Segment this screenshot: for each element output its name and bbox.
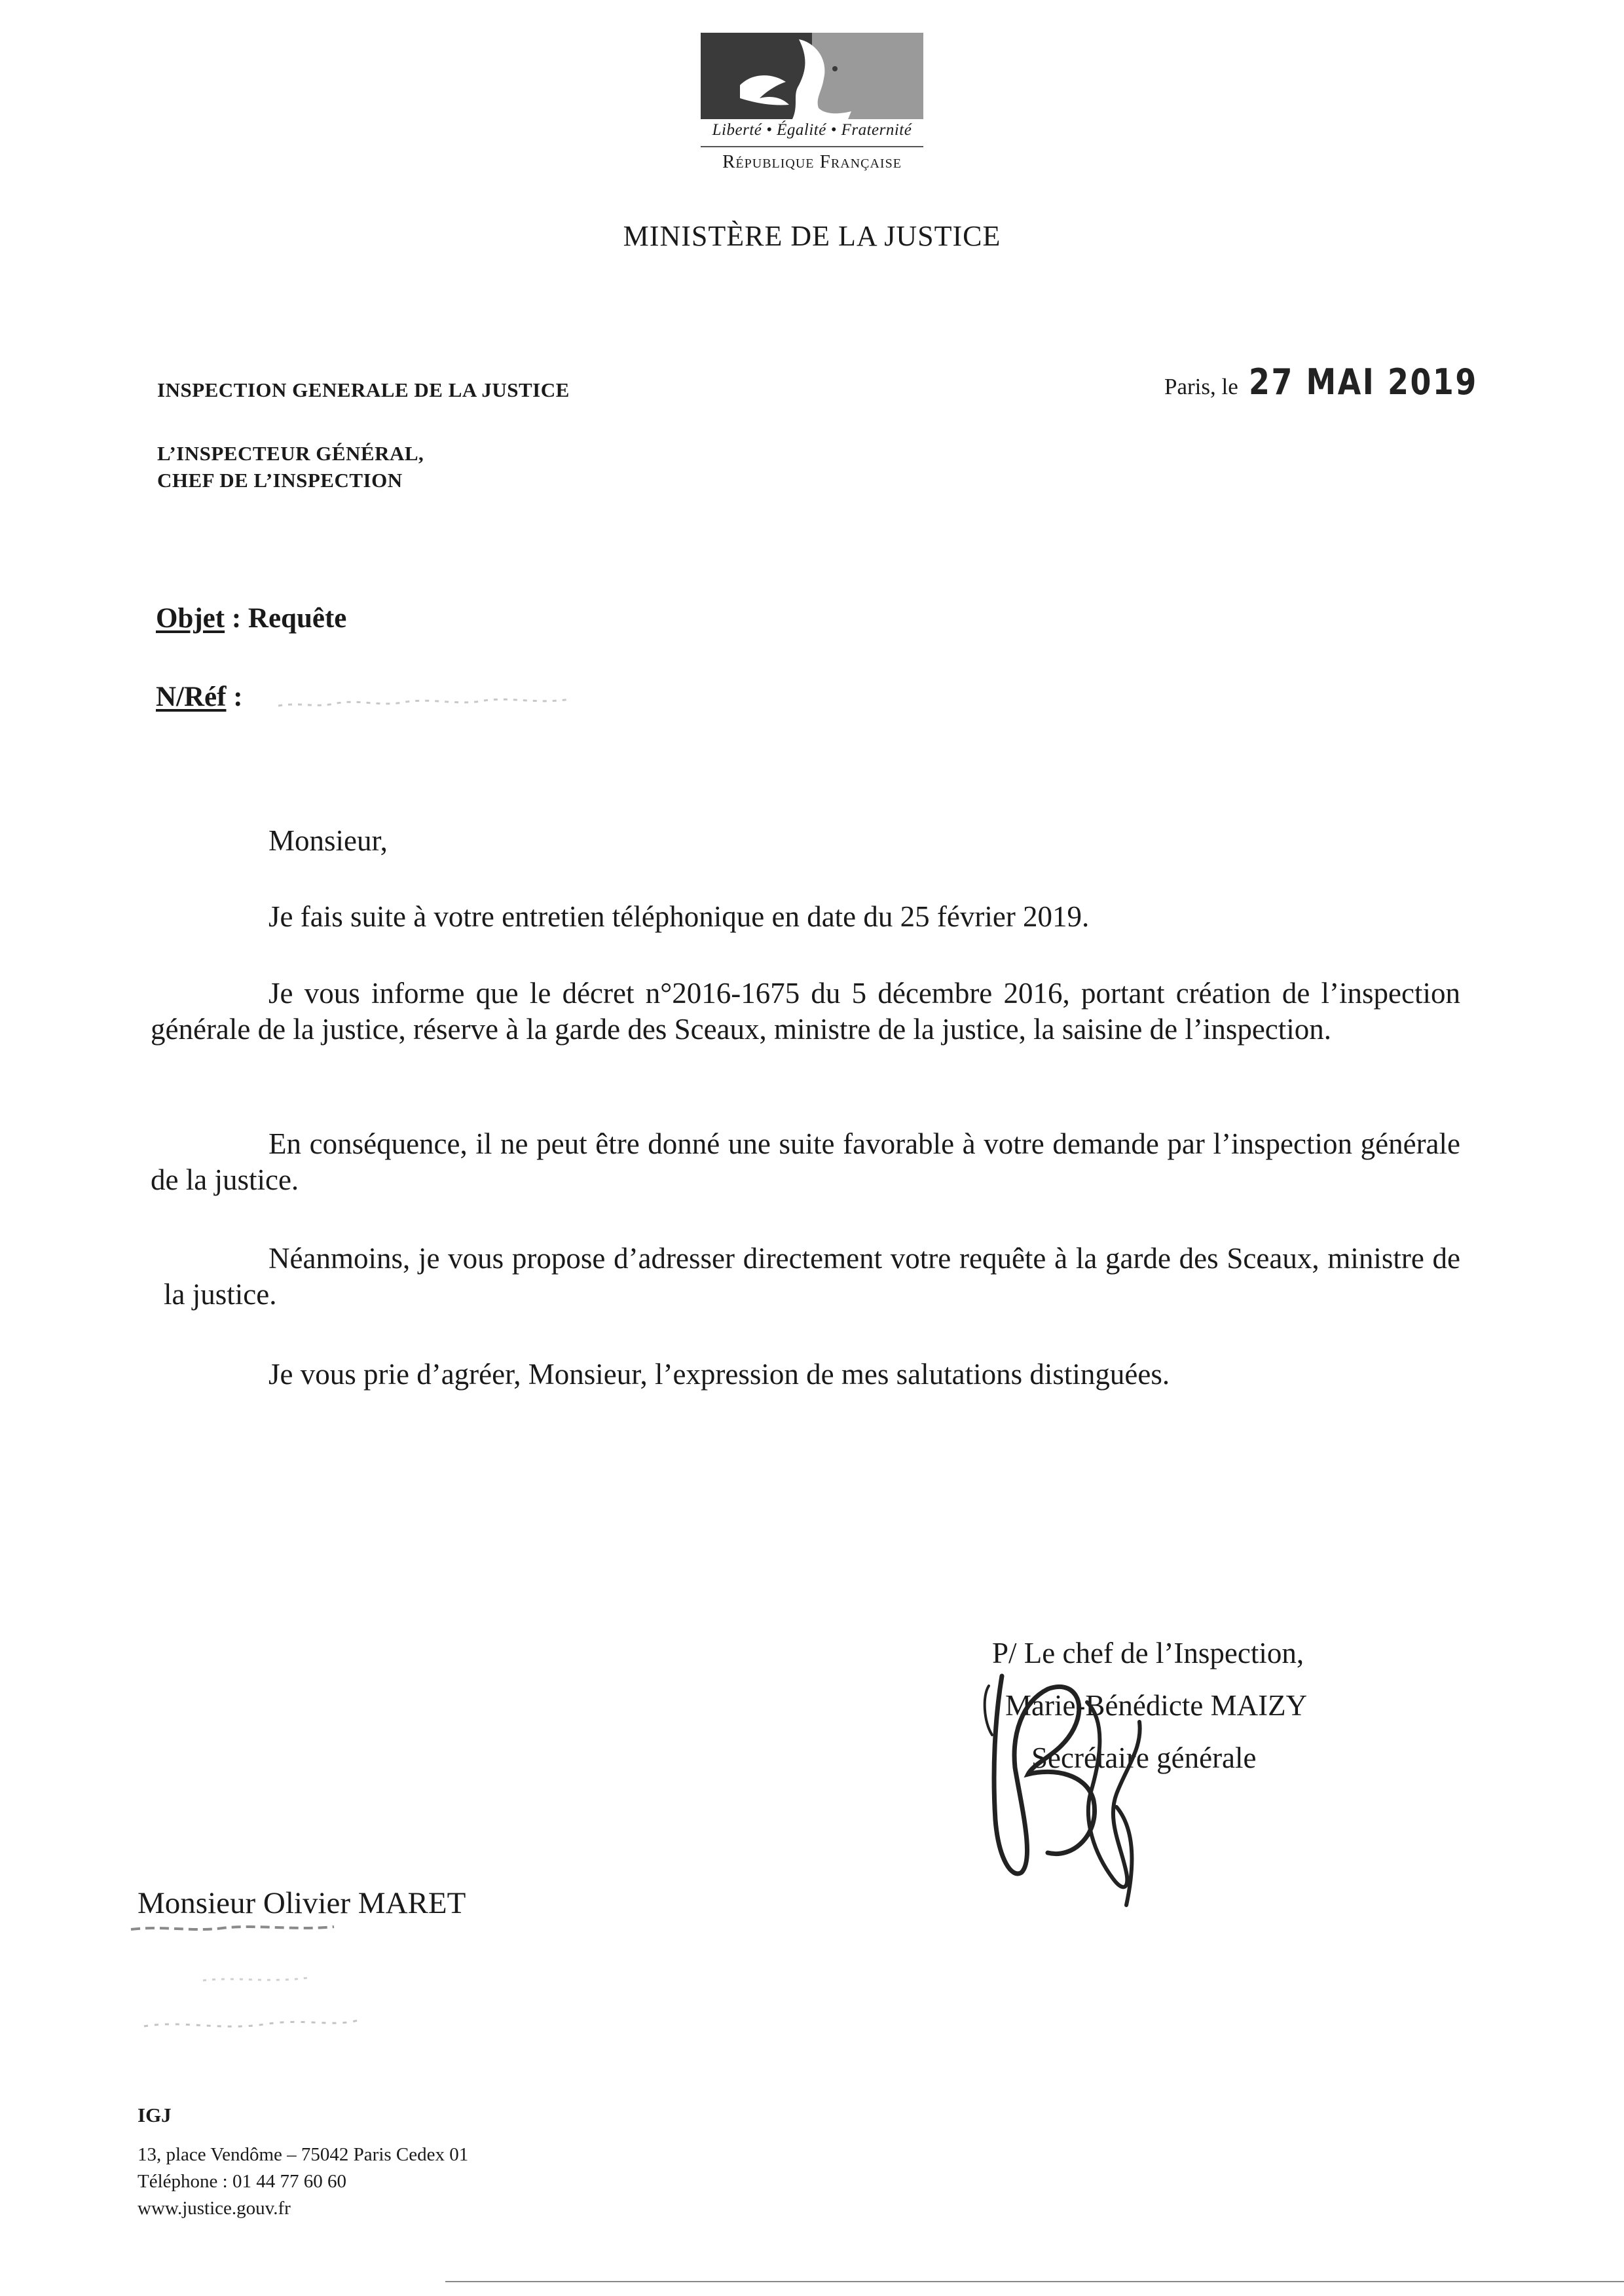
recipient-name: Monsieur Olivier MARET <box>138 1886 466 1920</box>
motto-divider <box>701 146 923 147</box>
handwritten-signature <box>976 1663 1185 1912</box>
reference-label: N/Réf <box>156 682 227 712</box>
footer-contact <box>138 2102 468 2222</box>
letter-paragraph-4 <box>164 1241 1460 1313</box>
paragraph-text: Je vous informe que le décret n°2016-1675 du 5 décembre 2016, portant création de l’inspection générale de la justice, réserve à la garde des Sceaux, ministre de la justice, la saisine de l’inspection. <box>151 977 1460 1046</box>
footer-address: 13, place Vendôme – 75042 Paris Cedex 01 <box>138 2144 469 2165</box>
footer-org: IGJ <box>138 2104 172 2126</box>
footer-phone: Téléphone : 01 44 77 60 60 <box>138 2171 346 2192</box>
marianne-emblem-icon <box>701 33 923 119</box>
subject-label: Objet <box>156 603 225 634</box>
signature-line-1: P/ Le chef de l’Inspection, <box>992 1637 1304 1669</box>
letter-date <box>1164 361 1518 403</box>
redacted-reference <box>275 693 576 712</box>
motto: Liberté • Égalité • Fraternité <box>712 121 912 139</box>
republic-label: République Française <box>722 151 902 172</box>
sender-title-line1: L’INSPECTEUR GÉNÉRAL, <box>157 442 424 465</box>
letter-paragraph-5 <box>151 1357 1460 1393</box>
paragraph-text: Néanmoins, je vous propose d’adresser directement votre requête à la garde des Sceaux, ministre de la justice. <box>164 1242 1460 1311</box>
letter-paragraph-1 <box>151 899 1460 935</box>
redacted-address <box>124 1922 439 2052</box>
salutation: Monsieur, <box>268 824 388 857</box>
paragraph-text: Je vous prie d’agréer, Monsieur, l’expression de mes salutations distinguées. <box>268 1358 1170 1391</box>
department-name: INSPECTION GENERALE DE LA JUSTICE <box>157 378 570 401</box>
bottom-divider <box>445 2281 1624 2282</box>
letter-paragraph-3 <box>151 1126 1460 1198</box>
republique-francaise-logo <box>688 29 936 177</box>
signatory-title: Secrétaire générale <box>1031 1741 1257 1774</box>
paragraph-text: Je fais suite à votre entretien téléphonique en date du 25 février 2019. <box>268 900 1090 933</box>
sender-title-line2: CHEF DE L’INSPECTION <box>157 469 403 492</box>
date-prefix: Paris, le <box>1164 374 1238 399</box>
footer-website: www.justice.gouv.fr <box>138 2198 291 2219</box>
ministry-title: MINISTÈRE DE LA JUSTICE <box>623 220 1001 252</box>
reference-separator: : <box>226 682 243 712</box>
letter-paragraph-2 <box>151 975 1460 1048</box>
subject-line <box>156 602 346 634</box>
subject-value: Requête <box>248 603 347 634</box>
date-stamp: 27 MAI 2019 <box>1248 361 1478 403</box>
subject-separator: : <box>225 603 248 634</box>
reference-line <box>156 681 243 713</box>
paragraph-text: En conséquence, il ne peut être donné une suite favorable à votre demande par l’inspection générale de la justice. <box>151 1127 1460 1196</box>
signatory-name: Marie-Bénédicte MAIZY <box>1005 1689 1308 1722</box>
